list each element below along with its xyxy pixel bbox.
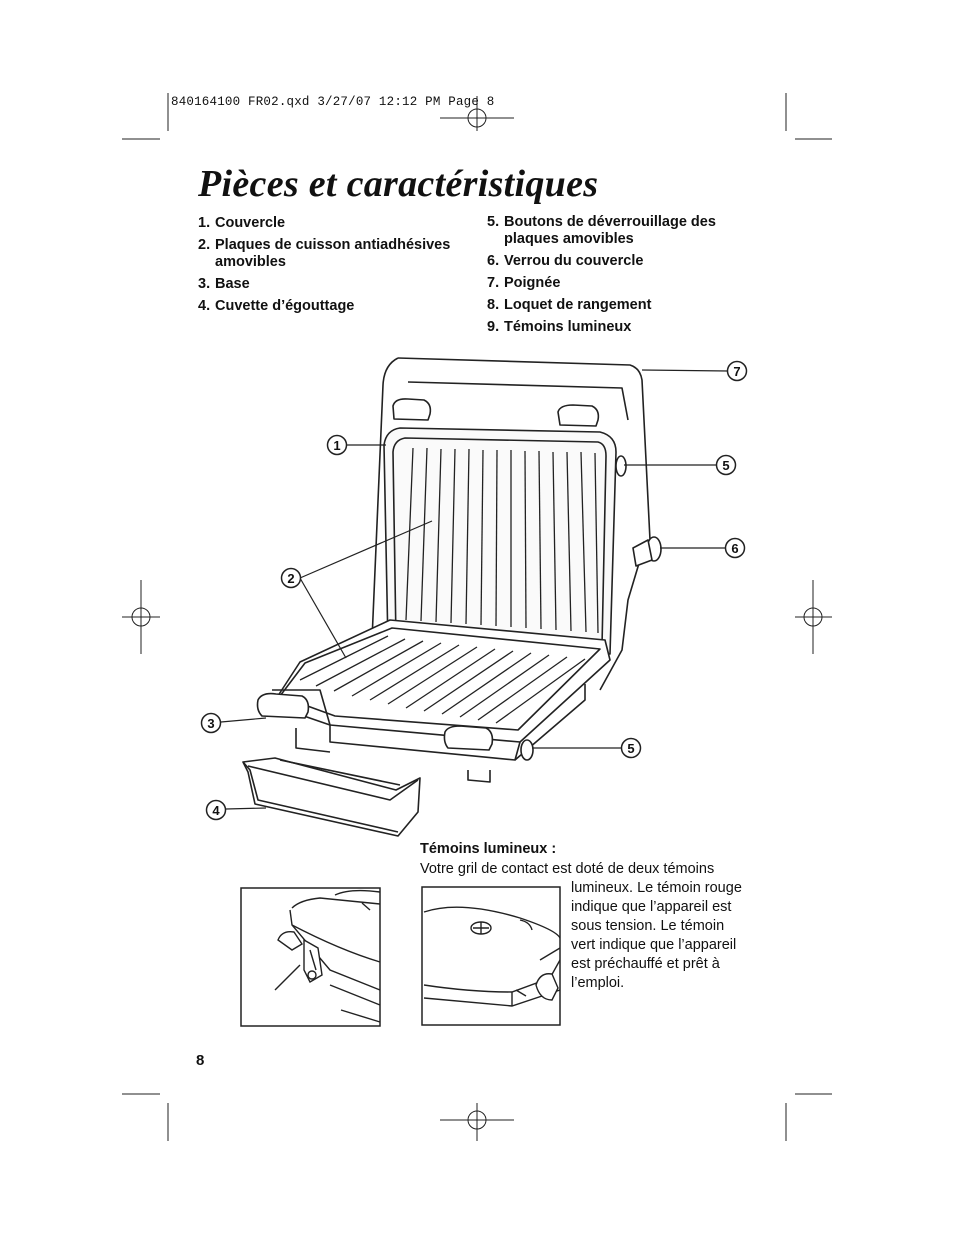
part-number: 4. (198, 298, 211, 314)
inset-storage-latch (241, 888, 380, 1026)
callout-5-top: 5 (722, 458, 730, 473)
callout-7: 7 (733, 364, 741, 379)
inset-indicator-lights (422, 887, 560, 1025)
page-number: 8 (196, 1052, 205, 1069)
indicator-line: est préchauffé et prêt à (571, 956, 720, 972)
callout-1: 1 (333, 438, 341, 453)
indicator-line: vert indique que l’appareil (571, 937, 737, 953)
part-label: Plaques de cuisson antiadhésives (215, 237, 451, 253)
part-number: 2. (198, 237, 211, 253)
part-label: Loquet de rangement (504, 297, 652, 313)
indicator-line: indique que l’appareil est (571, 899, 732, 915)
part-label: Cuvette d’égouttage (215, 298, 355, 314)
page-title: Pièces et caractéristiques (198, 163, 599, 205)
indicator-line: Votre gril de contact est doté de deux témoins (420, 861, 715, 877)
indicator-line: lumineux. Le témoin rouge (571, 880, 742, 896)
part-number: 9. (487, 319, 500, 335)
callout-5-bottom: 5 (627, 741, 635, 756)
grill-illustration (243, 358, 661, 836)
part-label: Verrou du couvercle (504, 253, 644, 269)
part-number: 5. (487, 214, 500, 230)
part-label-cont: amovibles (215, 254, 286, 270)
part-number: 6. (487, 253, 500, 269)
parts-list-left (198, 215, 478, 325)
parts-list-right (487, 214, 747, 339)
part-label: Couvercle (215, 215, 286, 231)
part-number: 8. (487, 297, 500, 313)
callout-3: 3 (207, 716, 215, 731)
file-slug: 840164100 FR02.qxd 3/27/07 12:12 PM Page 8 (171, 95, 495, 109)
indicator-line: sous tension. Le témoin (571, 918, 725, 934)
callout-4: 4 (212, 803, 220, 818)
part-label: Boutons de déverrouillage des (504, 214, 716, 230)
part-label: Témoins lumineux (504, 319, 632, 335)
part-label-cont: plaques amovibles (504, 231, 634, 247)
part-number: 3. (198, 276, 211, 292)
indicator-heading: Témoins lumineux : (420, 841, 557, 857)
part-label: Base (215, 276, 250, 292)
part-number: 7. (487, 275, 500, 291)
callout-2: 2 (287, 571, 295, 586)
part-label: Poignée (504, 275, 561, 291)
part-number: 1. (198, 215, 211, 231)
callout-6: 6 (731, 541, 739, 556)
indicator-line: l’emploi. (571, 975, 625, 991)
